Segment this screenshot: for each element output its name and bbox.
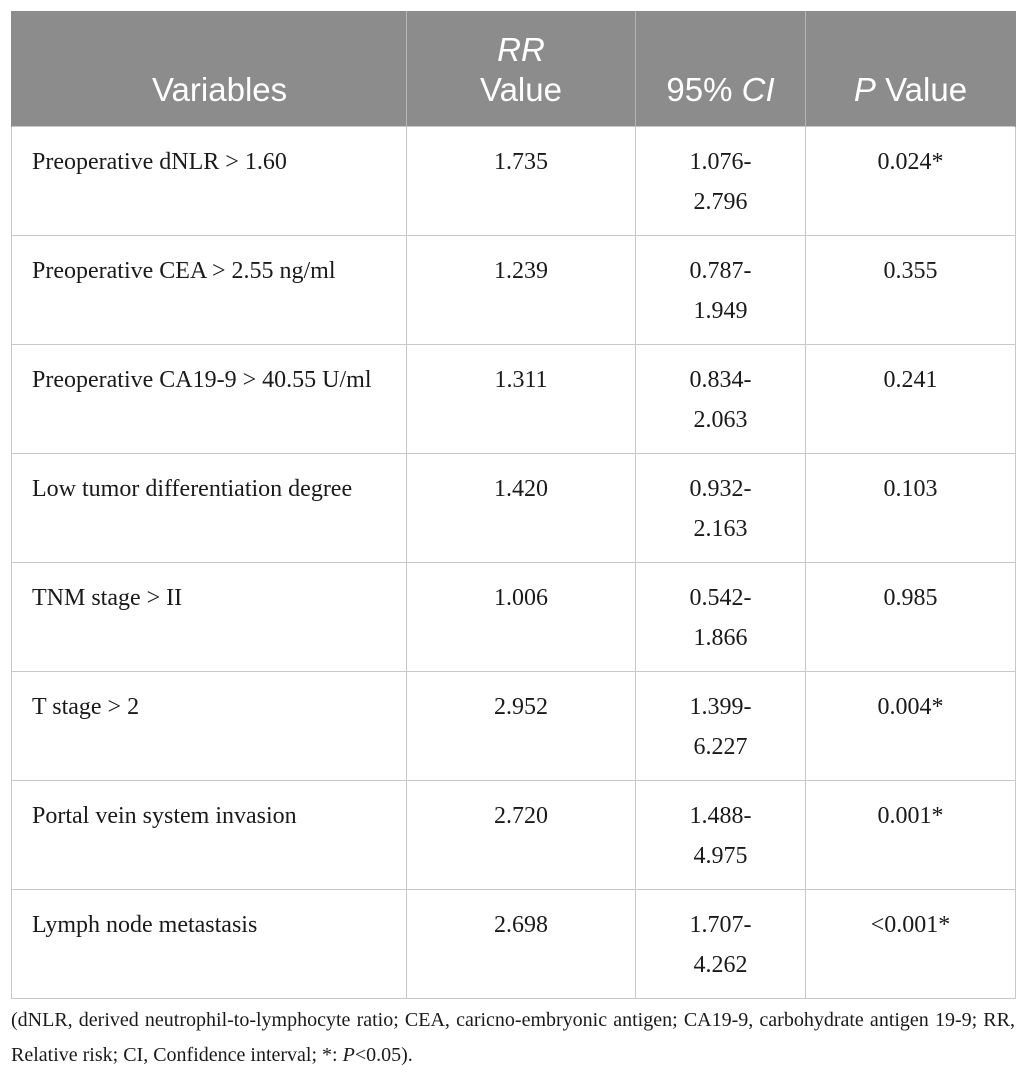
results-table bbox=[11, 11, 1016, 999]
header-ci bbox=[636, 11, 806, 126]
ci-low: 1.399- bbox=[689, 693, 752, 720]
cell-ci bbox=[636, 562, 806, 671]
ci-low: 1.076- bbox=[689, 148, 752, 175]
table-body bbox=[12, 126, 1016, 998]
results-table-container bbox=[11, 11, 1015, 999]
footnote-main: (dNLR, derived neutrophil-to-lymphocyte ratio; CEA, caricno-embryonic antigen; CA19-9, carbohydrate antigen 19-9; RR, Relative risk; CI, Confidence interval; *: bbox=[11, 1009, 1015, 1066]
ci-low: 0.542- bbox=[689, 584, 752, 611]
ci-low: 1.707- bbox=[689, 911, 752, 938]
cell-ci bbox=[636, 126, 806, 235]
header-p-value bbox=[806, 11, 1016, 126]
header-rr-value bbox=[407, 11, 636, 126]
table-row bbox=[12, 126, 1016, 235]
ci-low: 0.787- bbox=[689, 257, 752, 284]
ci-low: 0.932- bbox=[689, 475, 752, 502]
header-variables bbox=[12, 11, 407, 126]
cell-variable: T stage > 2 bbox=[12, 671, 407, 780]
ci-low: 0.834- bbox=[689, 366, 752, 393]
header-ci-prefix: 95% bbox=[666, 70, 742, 108]
cell-variable: Lymph node metastasis bbox=[12, 889, 407, 998]
cell-variable: Preoperative CA19-9 > 40.55 U/ml bbox=[12, 344, 407, 453]
footnote-tail: <0.05). bbox=[354, 1044, 413, 1066]
header-rr-italic: RR bbox=[497, 30, 545, 68]
cell-variable: Low tumor differentiation degree bbox=[12, 453, 407, 562]
header-ci-italic: CI bbox=[741, 70, 775, 108]
cell-rr: 1.420 bbox=[407, 453, 636, 562]
cell-rr: 2.952 bbox=[407, 671, 636, 780]
header-p-value-label bbox=[816, 70, 1005, 126]
cell-rr: 1.311 bbox=[407, 344, 636, 453]
header-rr-value-label bbox=[417, 30, 625, 126]
table-row bbox=[12, 889, 1016, 998]
cell-rr: 1.006 bbox=[407, 562, 636, 671]
ci-high: 4.975 bbox=[693, 842, 748, 869]
header-variables-label: Variables bbox=[152, 70, 288, 108]
cell-p: 0.004* bbox=[806, 671, 1016, 780]
cell-ci bbox=[636, 780, 806, 889]
cell-variable: Portal vein system invasion bbox=[12, 780, 407, 889]
cell-p: 0.001* bbox=[806, 780, 1016, 889]
cell-p: <0.001* bbox=[806, 889, 1016, 998]
table-row bbox=[12, 671, 1016, 780]
table-row bbox=[12, 562, 1016, 671]
cell-p: 0.024* bbox=[806, 126, 1016, 235]
cell-p: 0.103 bbox=[806, 453, 1016, 562]
cell-p: 0.241 bbox=[806, 344, 1016, 453]
table-row bbox=[12, 453, 1016, 562]
cell-rr: 2.698 bbox=[407, 889, 636, 998]
cell-p: 0.355 bbox=[806, 235, 1016, 344]
cell-p: 0.985 bbox=[806, 562, 1016, 671]
cell-ci bbox=[636, 235, 806, 344]
ci-high: 2.163 bbox=[693, 515, 748, 542]
header-row bbox=[12, 11, 1016, 126]
ci-high: 2.796 bbox=[693, 188, 748, 215]
cell-ci bbox=[636, 453, 806, 562]
table-row bbox=[12, 235, 1016, 344]
cell-variable: TNM stage > II bbox=[12, 562, 407, 671]
ci-high: 1.949 bbox=[693, 297, 748, 324]
table-row bbox=[12, 780, 1016, 889]
ci-high: 2.063 bbox=[693, 406, 748, 433]
table-row bbox=[12, 344, 1016, 453]
cell-rr: 2.720 bbox=[407, 780, 636, 889]
cell-ci bbox=[636, 344, 806, 453]
cell-variable: Preoperative dNLR > 1.60 bbox=[12, 126, 407, 235]
ci-high: 6.227 bbox=[693, 733, 748, 760]
cell-rr: 1.735 bbox=[407, 126, 636, 235]
ci-high: 4.262 bbox=[693, 951, 748, 978]
header-ci-label bbox=[646, 70, 795, 126]
header-rr-value-text: Value bbox=[480, 70, 562, 108]
table-footnote bbox=[11, 1003, 1015, 1073]
cell-ci bbox=[636, 889, 806, 998]
cell-rr: 1.239 bbox=[407, 235, 636, 344]
header-p-suffix: Value bbox=[875, 70, 968, 108]
cell-variable: Preoperative CEA > 2.55 ng/ml bbox=[12, 235, 407, 344]
ci-high: 1.866 bbox=[693, 624, 748, 651]
footnote-p-italic: P bbox=[342, 1044, 355, 1066]
table-header bbox=[12, 11, 1016, 126]
cell-ci bbox=[636, 671, 806, 780]
header-p-italic: P bbox=[853, 70, 876, 108]
ci-low: 1.488- bbox=[689, 802, 752, 829]
